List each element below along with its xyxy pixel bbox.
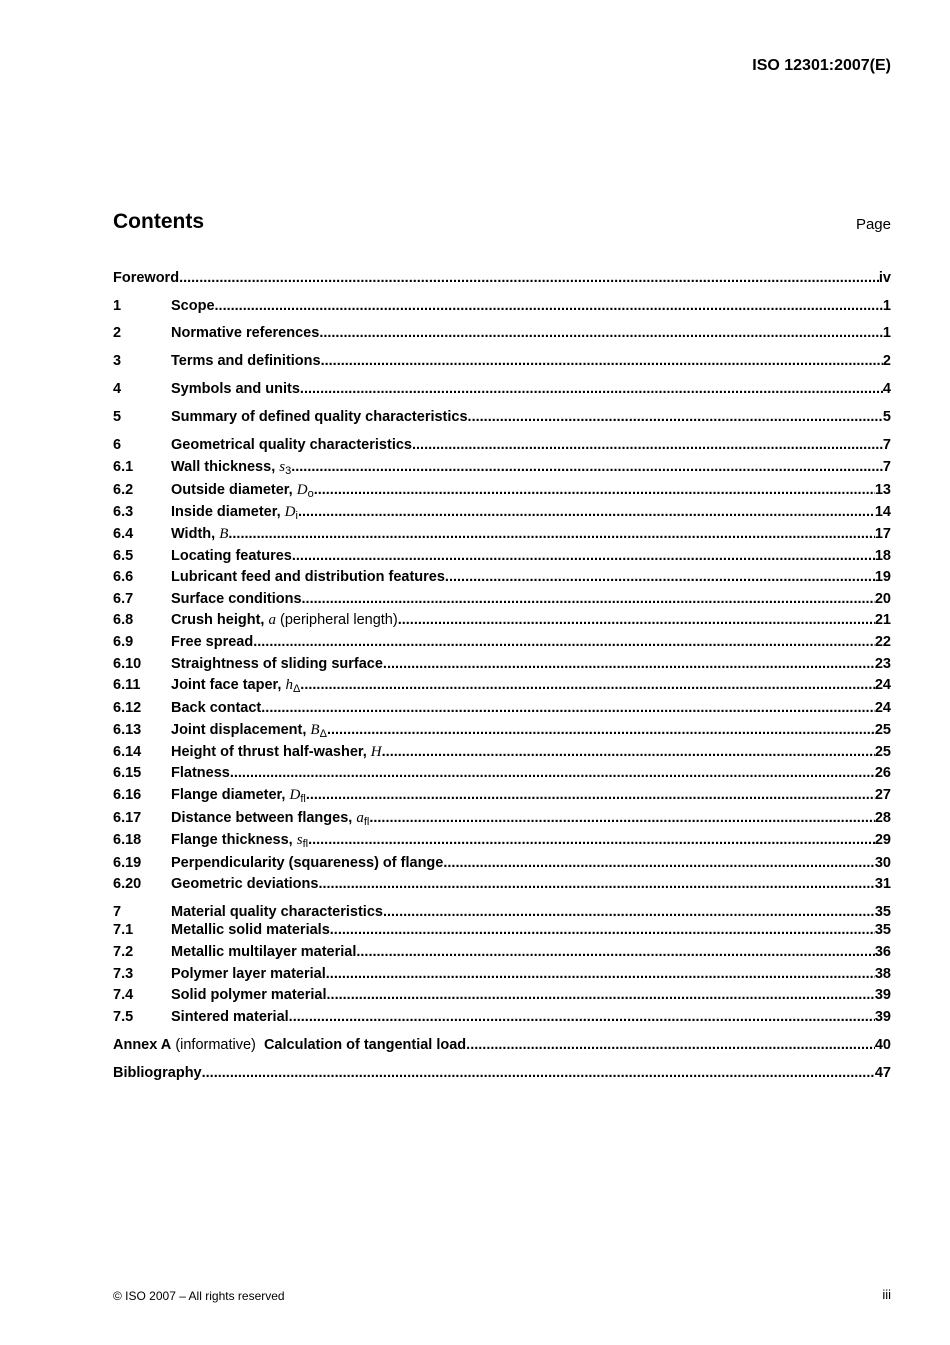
- math-symbol: a: [268, 612, 276, 628]
- toc-page: 20: [874, 591, 891, 607]
- math-subscript: Δ: [319, 728, 327, 740]
- toc-page: 22: [874, 634, 891, 650]
- toc-page: 24: [874, 700, 891, 716]
- annex-note: (informative): [175, 1037, 256, 1053]
- toc-page: 35: [874, 904, 891, 920]
- toc-entry-6-15[interactable]: [113, 764, 891, 782]
- toc-page: 29: [874, 832, 891, 848]
- toc-number: 7.1: [113, 922, 134, 938]
- leader-dots: [179, 269, 879, 287]
- toc-page: 5: [882, 409, 891, 425]
- toc-entry-6-18[interactable]: [113, 831, 891, 849]
- toc-page: 24: [874, 677, 891, 693]
- leader-dots: [308, 831, 875, 849]
- toc-page: 23: [874, 656, 891, 672]
- toc-number: 7.3: [113, 966, 134, 982]
- leader-dots: [466, 1036, 875, 1054]
- toc-page: 4: [882, 381, 891, 397]
- leader-dots: [412, 436, 883, 454]
- toc-entry-6-10[interactable]: [113, 655, 891, 673]
- toc-title: Summary of defined quality characteristics: [171, 409, 468, 425]
- leader-dots: [215, 297, 883, 315]
- toc-entry-7-2[interactable]: [113, 943, 891, 961]
- leader-dots: [468, 408, 883, 426]
- toc-number: 6: [113, 437, 122, 453]
- toc-entry-3[interactable]: [113, 352, 891, 370]
- toc-number: 6.18: [113, 832, 142, 848]
- toc-page: 17: [874, 526, 891, 542]
- leader-dots: [292, 547, 875, 565]
- toc-number: 6.3: [113, 504, 134, 520]
- toc-title: Symbols and units: [171, 381, 300, 397]
- toc-page: 31: [874, 876, 891, 892]
- toc-entry-6-17[interactable]: [113, 809, 891, 827]
- toc-page: 27: [874, 787, 891, 803]
- toc-title: Calculation of tangential load: [263, 1037, 467, 1053]
- toc-number: 7.4: [113, 987, 134, 1003]
- leader-dots: [302, 590, 875, 608]
- page-column-label: Page: [855, 216, 891, 233]
- toc-entry-6-19[interactable]: [113, 854, 891, 872]
- toc-page: 26: [874, 765, 891, 781]
- toc-number: 7.2: [113, 944, 134, 960]
- toc-title: Lubricant feed and distribution features: [171, 569, 445, 585]
- toc-page: 25: [874, 722, 891, 738]
- toc-number: 6.19: [113, 855, 142, 871]
- toc-title: Normative references: [171, 325, 320, 341]
- math-symbol: h: [285, 677, 293, 693]
- toc-entry-6-4[interactable]: [113, 525, 891, 543]
- toc-title: Wall thickness,: [171, 459, 276, 475]
- toc-entry-foreword[interactable]: [113, 269, 891, 287]
- toc-page: 21: [874, 612, 891, 628]
- toc-entry-6-20[interactable]: [113, 875, 891, 893]
- toc-number: 6.16: [113, 787, 142, 803]
- leader-dots: [327, 721, 875, 739]
- leader-dots: [326, 965, 875, 983]
- toc-page: 38: [874, 966, 891, 982]
- toc-entry-annex-a[interactable]: [113, 1036, 891, 1054]
- toc-page: 13: [874, 482, 891, 498]
- toc-number: 6.9: [113, 634, 134, 650]
- leader-dots: [330, 921, 875, 939]
- toc-entry-6-16[interactable]: [113, 786, 891, 804]
- toc-title: Scope: [171, 298, 215, 314]
- leader-dots: [319, 324, 883, 342]
- leader-dots: [300, 380, 883, 398]
- toc-entry-6-6[interactable]: [113, 568, 891, 586]
- footer-page-number: iii: [882, 1287, 891, 1302]
- toc-page: 36: [874, 944, 891, 960]
- toc-number: 6.5: [113, 548, 134, 564]
- document-code: ISO 12301:2007(E): [752, 57, 891, 74]
- leader-dots: [230, 764, 875, 782]
- toc-page: 25: [874, 744, 891, 760]
- toc-note: (peripheral length): [280, 612, 398, 628]
- toc-title: Metallic solid materials: [171, 922, 330, 938]
- toc-page: 40: [874, 1037, 891, 1053]
- math-subscript: fl: [302, 838, 309, 850]
- toc-page: 18: [874, 548, 891, 564]
- toc-title: Foreword: [113, 270, 180, 286]
- math-subscript: fl: [300, 793, 306, 805]
- math-symbol: s: [279, 459, 286, 475]
- math-subscript: 3: [285, 465, 292, 477]
- toc-title: Perpendicularity (squareness) of flange: [171, 855, 444, 871]
- math-symbol: D: [289, 787, 301, 803]
- toc-entry-7-1[interactable]: [113, 921, 891, 939]
- toc-number: 6.1: [113, 459, 134, 475]
- toc-number: 7.5: [113, 1009, 134, 1025]
- toc-number: 6.11: [113, 677, 141, 693]
- leader-dots: [356, 943, 875, 961]
- toc-page: 1: [882, 298, 891, 314]
- math-subscript: Δ: [292, 683, 301, 695]
- toc-page: 19: [874, 569, 891, 585]
- leader-dots: [383, 655, 875, 673]
- leader-dots: [398, 611, 875, 629]
- leader-dots: [228, 525, 874, 543]
- toc-entry-6-1[interactable]: [113, 458, 891, 476]
- math-subscript: fl: [363, 816, 370, 828]
- math-symbol: B: [310, 722, 320, 738]
- toc-page: 39: [874, 987, 891, 1003]
- toc-number: 6.6: [113, 569, 134, 585]
- math-symbol: s: [296, 832, 303, 848]
- toc-number: 6.10: [113, 656, 142, 672]
- leader-dots: [321, 352, 883, 370]
- toc-number: 4: [113, 381, 122, 397]
- toc-number: 6.13: [113, 722, 142, 738]
- toc-entry-4[interactable]: [113, 380, 891, 398]
- leader-dots: [369, 809, 875, 827]
- toc-page: 30: [874, 855, 891, 871]
- math-symbol: D: [296, 482, 308, 498]
- toc-entry-bibliography[interactable]: [113, 1064, 891, 1082]
- toc-number: 6.14: [113, 744, 142, 760]
- toc-entry-6[interactable]: [113, 436, 891, 454]
- toc-entry-6-5[interactable]: [113, 547, 891, 565]
- leader-dots: [253, 633, 875, 651]
- toc-title: Geometric deviations: [171, 876, 319, 892]
- toc-title: Crush height,: [171, 612, 265, 628]
- toc-page: 35: [874, 922, 891, 938]
- toc-title: Sintered material: [171, 1009, 289, 1025]
- toc-title: Polymer layer material: [171, 966, 326, 982]
- toc-page: 14: [874, 504, 891, 520]
- toc-entry-6-11[interactable]: [113, 676, 891, 694]
- math-symbol: D: [284, 504, 296, 520]
- leader-dots: [300, 676, 875, 694]
- toc-number: 6.7: [113, 591, 134, 607]
- toc-title: Width,: [171, 526, 216, 542]
- toc-page: 2: [882, 353, 891, 369]
- toc-title: Metallic multilayer material: [171, 944, 357, 960]
- leader-dots: [443, 854, 875, 872]
- toc-number: 3: [113, 353, 122, 369]
- toc-title: Terms and definitions: [171, 353, 321, 369]
- toc-entry-7-5[interactable]: [113, 1008, 891, 1026]
- leader-dots: [291, 458, 883, 476]
- math-symbol: H: [370, 744, 382, 760]
- contents-title: Contents: [113, 210, 204, 233]
- toc-title: Back contact: [171, 700, 262, 716]
- toc-entry-6-8[interactable]: [113, 611, 891, 629]
- leader-dots: [383, 903, 875, 921]
- math-subscript: i: [295, 510, 298, 522]
- toc-number: 7: [113, 904, 122, 920]
- math-symbol: a: [356, 810, 364, 826]
- leader-dots: [318, 875, 874, 893]
- leader-dots: [306, 786, 875, 804]
- toc-title: Locating features: [171, 548, 292, 564]
- toc-number: 6.17: [113, 810, 142, 826]
- toc-entry-6-12[interactable]: [113, 699, 891, 717]
- leader-dots: [314, 481, 875, 499]
- leader-dots: [261, 699, 875, 717]
- toc-page: 28: [874, 810, 891, 826]
- toc-title: Outside diameter,: [171, 482, 293, 498]
- toc-page: 7: [882, 459, 891, 475]
- toc-number: 1: [113, 298, 122, 314]
- toc-page: 1: [882, 325, 891, 341]
- toc-entry-7-4[interactable]: [113, 986, 891, 1004]
- toc-title: Flange diameter,: [171, 787, 286, 803]
- math-subscript: o: [307, 488, 314, 500]
- math-symbol: B: [219, 526, 229, 542]
- toc-title: Solid polymer material: [171, 987, 327, 1003]
- toc-entry-7-3[interactable]: [113, 965, 891, 983]
- toc-title: Geometrical quality characteristics: [171, 437, 412, 453]
- toc-entry-6-7[interactable]: [113, 590, 891, 608]
- toc-title: Flatness: [171, 765, 230, 781]
- toc-title: Joint face taper,: [171, 677, 282, 693]
- toc-title: Inside diameter,: [171, 504, 281, 520]
- toc-title: Height of thrust half-washer,: [171, 744, 367, 760]
- toc-page: 39: [874, 1009, 891, 1025]
- toc-title: Distance between flanges,: [171, 810, 353, 826]
- toc-title: Flange thickness,: [171, 832, 293, 848]
- leader-dots: [289, 1008, 875, 1026]
- toc-entry-6-2[interactable]: [113, 481, 891, 499]
- annex-label: Annex A: [113, 1037, 172, 1053]
- leader-dots: [382, 743, 875, 761]
- toc-page: 47: [874, 1065, 891, 1081]
- leader-dots: [445, 568, 875, 586]
- toc-entry-2[interactable]: [113, 324, 891, 342]
- toc-entry-6-13[interactable]: [113, 721, 891, 739]
- toc-title: Bibliography: [113, 1065, 202, 1081]
- toc-number: 6.2: [113, 482, 134, 498]
- toc-number: 6.8: [113, 612, 134, 628]
- toc-entry-6-3[interactable]: [113, 503, 891, 521]
- toc-title: Surface conditions: [171, 591, 302, 607]
- toc-page: 7: [882, 437, 891, 453]
- toc-title: Joint displacement,: [171, 722, 307, 738]
- toc-title: Free spread: [171, 634, 254, 650]
- toc-entry-5[interactable]: [113, 408, 891, 426]
- leader-dots: [298, 503, 875, 521]
- toc-number: 2: [113, 325, 122, 341]
- toc-entry-7[interactable]: [113, 903, 891, 921]
- toc-number: 6.20: [113, 876, 142, 892]
- toc-title: Straightness of sliding surface: [171, 656, 383, 672]
- toc-number: 5: [113, 409, 122, 425]
- footer-copyright: © ISO 2007 – All rights reserved: [113, 1289, 285, 1303]
- toc-number: 6.15: [113, 765, 142, 781]
- leader-dots: [327, 986, 875, 1004]
- toc-page: iv: [878, 270, 891, 286]
- toc-entry-6-9[interactable]: [113, 633, 891, 651]
- toc-number: 6.12: [113, 700, 142, 716]
- toc-entry-1[interactable]: [113, 297, 891, 315]
- toc-number: 6.4: [113, 526, 134, 542]
- leader-dots: [202, 1064, 875, 1082]
- toc-title: Material quality characteristics: [171, 904, 383, 920]
- toc-entry-6-14[interactable]: [113, 743, 891, 761]
